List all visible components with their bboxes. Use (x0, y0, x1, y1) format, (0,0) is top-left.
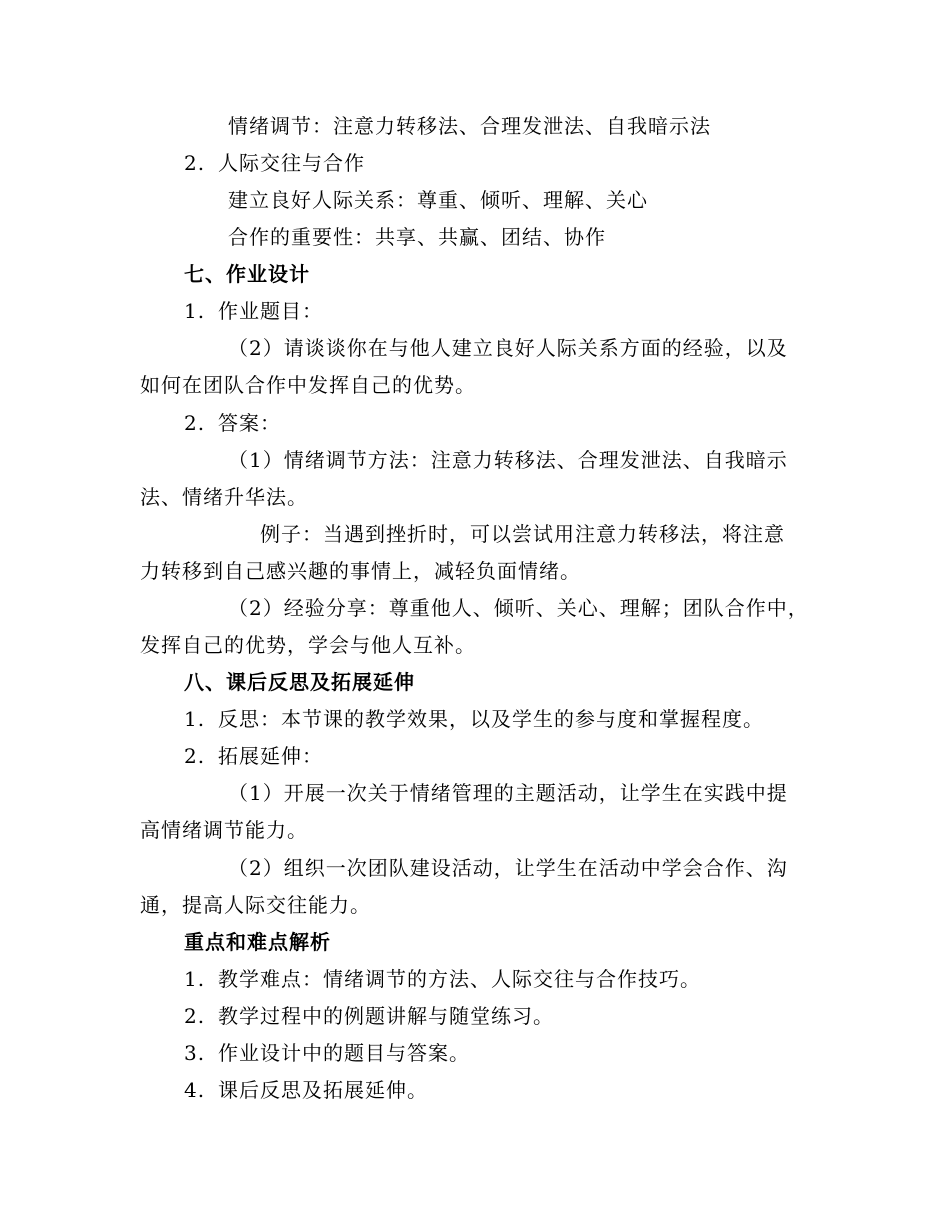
text-line: 力转移到自己感兴趣的事情上，减轻负面情绪。 (140, 559, 581, 583)
list-number: 1. (184, 967, 206, 991)
list-item: 3. 作业设计中的题目与答案。 (184, 1041, 470, 1065)
list-item: 2. 教学过程中的例题讲解与随堂练习。 (184, 1004, 554, 1028)
text-line: 建立良好人际关系：尊重、倾听、理解、关心 (228, 188, 648, 212)
list-item: 2. 人际交往与合作 (184, 151, 365, 175)
list-item: 1. 教学难点：情绪调节的方法、人际交往与合作技巧。 (184, 967, 701, 991)
list-item: 1. 作业题目： (184, 299, 323, 323)
list-number: 2. (184, 151, 206, 175)
text-line: 通，提高人际交往能力。 (140, 893, 371, 917)
text-line: 如何在团队合作中发挥自己的优势。 (140, 373, 476, 397)
list-item: 2. 拓展延伸： (184, 744, 323, 768)
list-number: 4. (184, 1078, 206, 1102)
list-item: 2. 答案： (184, 411, 281, 435)
section-heading: 重点和难点解析 (184, 930, 331, 954)
list-number: 2. (184, 744, 206, 768)
text-line: 情绪调节：注意力转移法、合理发泄法、自我暗示法 (228, 114, 711, 138)
list-number: 3. (184, 1041, 206, 1065)
list-number: 2. (184, 1004, 206, 1028)
text-line: （2）请谈谈你在与他人建立良好人际关系方面的经验，以及 (228, 336, 788, 360)
text-line: （2）经验分享：尊重他人、倾听、关心、理解；团队合作中， (228, 596, 809, 620)
text-line: 例子：当遇到挫折时，可以尝试用注意力转移法，将注意 (260, 522, 785, 546)
section-heading: 八、课后反思及拓展延伸 (184, 670, 415, 694)
text-line: 高情绪调节能力。 (140, 818, 308, 842)
text-line: （2）组织一次团队建设活动，让学生在活动中学会合作、沟 (228, 856, 788, 880)
list-number: 1. (184, 707, 206, 731)
list-item: 1. 反思：本节课的教学效果，以及学生的参与度和掌握程度。 (184, 707, 764, 731)
list-item: 4. 课后反思及拓展延伸。 (184, 1078, 428, 1102)
text-line: 发挥自己的优势，学会与他人互补。 (140, 633, 476, 657)
list-number: 2. (184, 411, 206, 435)
text-line: 合作的重要性：共享、共赢、团结、协作 (228, 225, 606, 249)
list-number: 1. (184, 299, 206, 323)
text-line: （1）开展一次关于情绪管理的主题活动，让学生在实践中提 (228, 781, 788, 805)
text-line: （1）情绪调节方法：注意力转移法、合理发泄法、自我暗示 (228, 448, 788, 472)
section-heading: 七、作业设计 (184, 262, 310, 286)
text-line: 法、情绪升华法。 (140, 485, 308, 509)
